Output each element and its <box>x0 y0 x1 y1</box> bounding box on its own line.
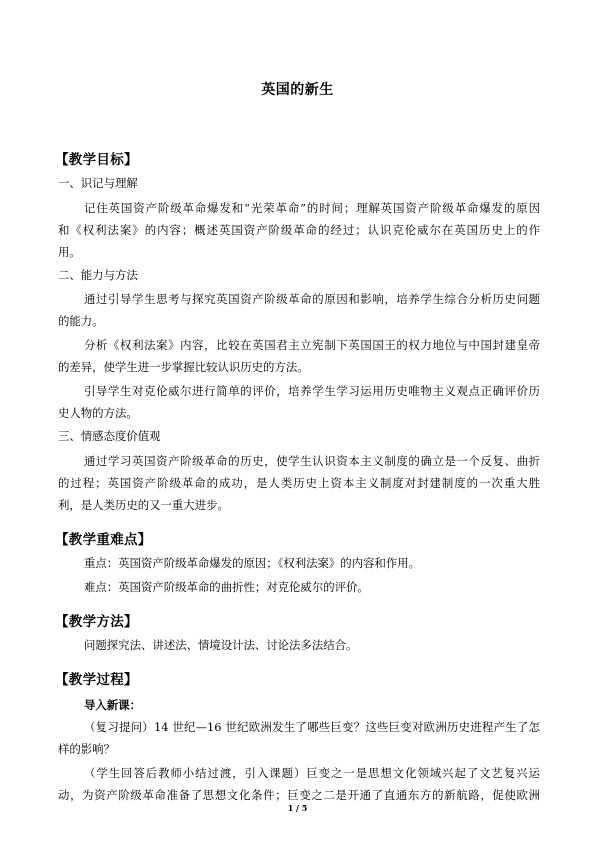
goal-1-line-1: 记住英国资产阶级革命爆发和“光荣革命”的时间；理解英国资产阶级革命爆发的原因 <box>84 201 540 215</box>
process-p1-line-1: （复习提问）14 世纪—16 世纪欧洲发生了哪些巨变？这些巨变对欧洲历史进程产生了怎 <box>84 720 540 734</box>
section-heading-methods: 【教学方法】 <box>55 614 138 630</box>
goal-3-line-3: 利，是人类历史的又一重大进步。 <box>58 498 229 512</box>
goal-2-p1-line-1: 通过引导学生思考与探究英国资产阶级革命的原因和影响，培养学生综合分析历史问题 <box>84 292 540 306</box>
goal-2-p3-line-2: 史人物的方法。 <box>58 406 138 420</box>
goal-label-3: 三、情感态度价值观 <box>58 429 161 443</box>
goal-3-line-1: 通过学习英国资产阶级革命的历史，使学生认识资本主义制度的确立是一个反复、曲折 <box>84 454 540 468</box>
section-heading-key-points: 【教学重难点】 <box>55 532 152 548</box>
document-title: 英国的新生 <box>261 82 334 98</box>
section-heading-process: 【教学过程】 <box>55 672 138 688</box>
process-p2-line-2: 动，为资产阶级革命准备了思想文化条件；巨变之二是开通了直通东方的新航路，促使欧洲 <box>58 788 540 802</box>
goal-1-line-3: 用。 <box>58 245 81 259</box>
goal-2-p1-line-2: 的能力。 <box>58 314 104 328</box>
methods-line-1: 问题探究法、讲述法、情境设计法、讨论法多法结合。 <box>84 638 358 652</box>
section-heading-goals: 【教学目标】 <box>55 152 138 168</box>
goal-3-line-2: 的过程；英国资产阶级革命的成功，是人类历史上资本主义制度对封建制度的一次重大胜 <box>58 476 540 490</box>
process-p2-line-1: （学生回答后教师小结过渡，引入课题）巨变之一是思想文化领域兴起了文艺复兴运 <box>84 766 540 780</box>
goal-2-p2-line-1: 分析《权利法案》内容，比较在英国君主立宪制下英国国王的权力地位与中国封建皇帝 <box>84 338 540 352</box>
goal-2-p3-line-1: 引导学生对克伦威尔进行简单的评价，培养学生学习运用历史唯物主义观点正确评价历 <box>84 384 540 398</box>
process-subheading: 导入新课： <box>84 698 141 712</box>
key-point-line-1: 重点：英国资产阶级革命爆发的原因；《权利法案》的内容和作用。 <box>84 556 421 570</box>
key-point-line-2: 难点：英国资产阶级革命的曲折性；对克伦威尔的评价。 <box>84 580 369 594</box>
goal-label-2: 二、能力与方法 <box>58 268 138 282</box>
goal-1-line-2: 和《权利法案》的内容；概述英国资产阶级革命的经过；认识克伦威尔在英国历史上的作 <box>58 223 540 237</box>
process-p1-line-2: 样的影响？ <box>58 742 115 756</box>
goal-label-1: 一、识记与理解 <box>58 176 138 190</box>
page-number: 1 / 5 <box>287 803 308 813</box>
goal-2-p2-line-2: 的差异，使学生进一步掌握比较认识历史的方法。 <box>58 360 309 374</box>
